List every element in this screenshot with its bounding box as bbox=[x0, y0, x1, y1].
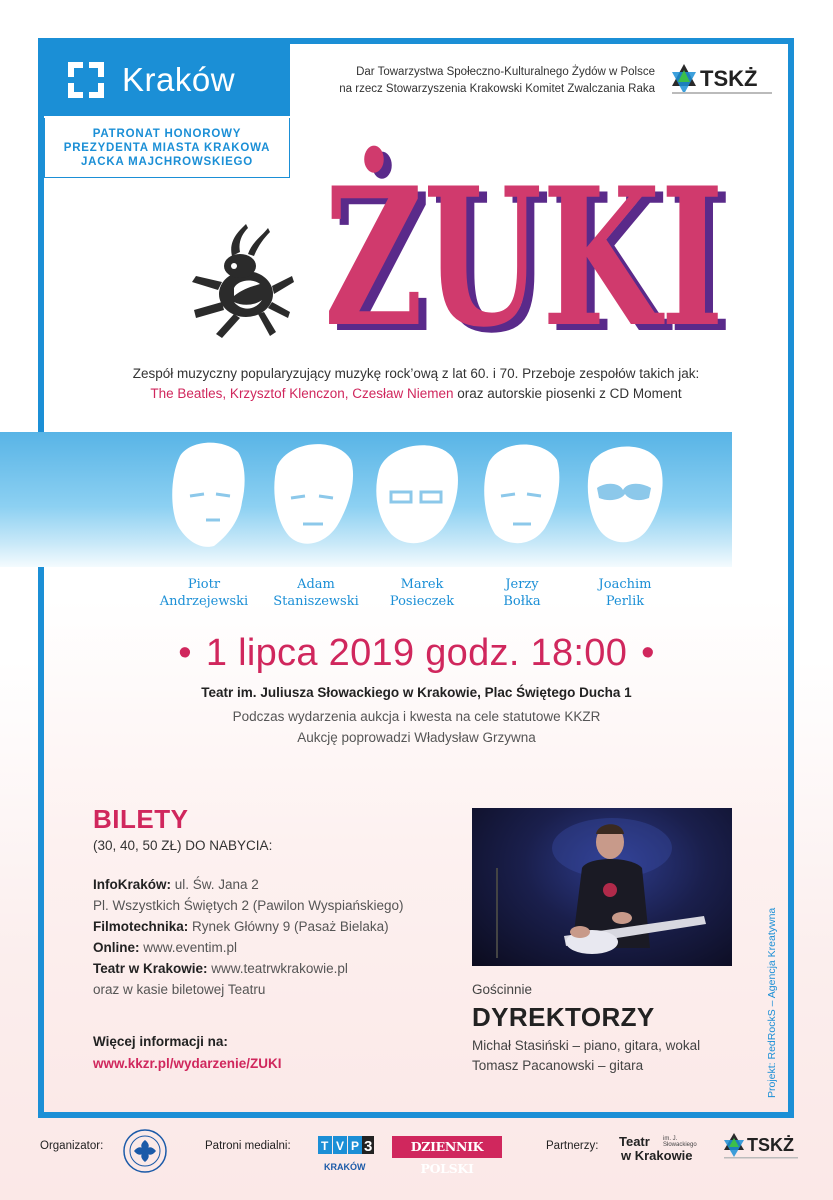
beetle-icon bbox=[188, 222, 294, 340]
member-last-name: Andrzejewski bbox=[159, 594, 249, 609]
bullet-icon: • bbox=[641, 632, 655, 674]
outlet-address: Pl. Wszystkich Świętych 2 (Pawilon Wyspiańskiego) bbox=[93, 898, 404, 913]
band-description bbox=[60, 364, 772, 404]
guest-members bbox=[472, 1036, 700, 1076]
donation-text bbox=[215, 64, 655, 98]
portrait-marek bbox=[367, 436, 467, 556]
guest-photo bbox=[472, 808, 732, 966]
bullet-icon: • bbox=[178, 632, 192, 674]
description-highlight: The Beatles, Krzysztof Klenczon, Czesław Niemen bbox=[150, 386, 454, 401]
description-rest: oraz autorskie piosenki z CD Moment bbox=[453, 386, 682, 401]
teatr-link[interactable]: www.teatrwkrakowie.pl bbox=[207, 961, 348, 976]
tskz-footer-logo bbox=[722, 1130, 802, 1166]
member-names bbox=[0, 576, 833, 616]
outlet-label: Filmotechnika: bbox=[93, 919, 189, 934]
guest-member: Tomasz Pacanowski – gitara bbox=[472, 1058, 644, 1073]
teatr-logo-line2: w Krakowie bbox=[621, 1148, 693, 1163]
member-first-name: Jerzy bbox=[505, 577, 539, 592]
guest-band-name: DYREKTORZY bbox=[472, 1002, 655, 1032]
media-patrons-label: Patroni medialni: bbox=[205, 1140, 291, 1152]
more-info-link[interactable]: www.kkzr.pl/wydarzenie/ZUKI bbox=[93, 1056, 282, 1071]
member-last-name: Posieczek bbox=[389, 594, 455, 609]
member-first-name: Joachim bbox=[598, 577, 652, 592]
dziennik-polski-logo: DZIENNIK POLSKI bbox=[392, 1136, 502, 1158]
outlet-address: oraz w kasie biletowej Teatru bbox=[93, 982, 266, 997]
outlet-teatr bbox=[93, 958, 453, 979]
outlet-online bbox=[93, 937, 453, 958]
member-first-name: Piotr bbox=[187, 577, 221, 592]
svg-text:T: T bbox=[321, 1139, 329, 1153]
donation-line: Dar Towarzystwa Społeczno-Kulturalnego Żydów w Polsce bbox=[356, 66, 655, 78]
tvp-number: 3 bbox=[364, 1138, 373, 1155]
description-line1: Zespół muzyczny popularyzujący muzykę rock’ową z lat 60. i 70. Przeboje zespołów takich jak: bbox=[132, 366, 700, 381]
krakow-logo-text: Kraków bbox=[122, 61, 236, 98]
kkzr-seal-icon bbox=[122, 1128, 168, 1174]
event-notes bbox=[0, 706, 833, 748]
outlet-label: InfoKraków: bbox=[93, 877, 172, 892]
tvp-city: KRAKÓW bbox=[324, 1162, 366, 1172]
teatr-logo bbox=[619, 1133, 709, 1167]
patronat-line: PATRONAT HONOROWY bbox=[92, 128, 242, 140]
outlet-filmotechnika bbox=[93, 916, 453, 937]
event-date-text: 1 lipca 2019 godz. 18:00 bbox=[205, 632, 628, 674]
tickets-title: BILETY bbox=[93, 804, 189, 834]
teatr-logo-small: im. J. Słowackiego bbox=[663, 1136, 697, 1148]
member-name bbox=[570, 576, 680, 610]
member-portraits bbox=[155, 432, 675, 567]
portrait-jerzy bbox=[471, 436, 571, 556]
outlet-address: ul. Św. Jana 2 bbox=[171, 877, 259, 892]
tickets-price: (30, 40, 50 ZŁ) DO NABYCIA: bbox=[93, 838, 273, 853]
member-last-name: Bołka bbox=[503, 594, 541, 609]
event-note: Aukcję poprowadzi Władysław Grzywna bbox=[297, 730, 536, 745]
member-first-name: Adam bbox=[297, 577, 335, 592]
svg-text:P: P bbox=[351, 1139, 360, 1153]
outlet-address: Rynek Główny 9 (Pasaż Bielaka) bbox=[188, 919, 389, 934]
member-name bbox=[467, 576, 577, 610]
description-line2 bbox=[60, 384, 772, 404]
member-last-name: Staniszewski bbox=[273, 594, 359, 609]
title-shadow: ŻUKI bbox=[332, 152, 732, 375]
member-name bbox=[149, 576, 259, 610]
more-info-label: Więcej informacji na: bbox=[93, 1034, 228, 1049]
title-text: ŻUKI bbox=[324, 146, 724, 369]
member-name bbox=[367, 576, 477, 610]
tvp3-logo bbox=[318, 1134, 374, 1174]
outlet-label: Online: bbox=[93, 940, 140, 955]
guest-member: Michał Stasiński – piano, gitara, wokal bbox=[472, 1038, 701, 1053]
patronat-line: PREZYDENTA MIASTA KRAKOWA bbox=[63, 142, 271, 154]
outlet-infokrakow bbox=[93, 874, 453, 895]
tskz-footer-text: TSKŻ bbox=[747, 1135, 794, 1155]
member-first-name: Marek bbox=[400, 577, 444, 592]
member-name bbox=[261, 576, 371, 610]
tskz-logo-text: TSKŻ bbox=[700, 66, 758, 91]
teatr-logo-line1: Teatr bbox=[619, 1134, 650, 1149]
event-venue: Teatr im. Juliusza Słowackiego w Krakowie, Plac Świętego Ducha 1 bbox=[201, 685, 632, 700]
ticket-outlets bbox=[93, 874, 453, 1000]
patronat-box bbox=[44, 118, 290, 178]
member-last-name: Perlik bbox=[605, 594, 645, 609]
event-title bbox=[320, 130, 740, 375]
outlet-label: Teatr w Krakowie: bbox=[93, 961, 208, 976]
portrait-piotr bbox=[160, 436, 260, 556]
event-note: Podczas wydarzenia aukcja i kwesta na cele statutowe KKZR bbox=[232, 709, 601, 724]
design-credit: Projekt: RedRockS – Agencja Kreatywna bbox=[766, 907, 778, 1098]
guests-label: Gościnnie bbox=[472, 982, 533, 997]
patronat-line: JACKA MAJCHROWSKIEGO bbox=[80, 156, 254, 168]
tskz-logo bbox=[670, 60, 780, 104]
portrait-joachim bbox=[575, 436, 675, 556]
portrait-adam bbox=[263, 436, 363, 556]
donation-line: na rzecz Stowarzyszenia Krakowski Komitet Zwalczania Raka bbox=[339, 83, 655, 95]
online-link[interactable]: www.eventim.pl bbox=[139, 940, 238, 955]
partners-label: Partnerzy: bbox=[546, 1140, 599, 1152]
krakow-mark-icon bbox=[66, 60, 106, 100]
organizer-label: Organizator: bbox=[40, 1140, 104, 1152]
svg-text:V: V bbox=[336, 1139, 345, 1153]
event-date bbox=[0, 632, 833, 675]
